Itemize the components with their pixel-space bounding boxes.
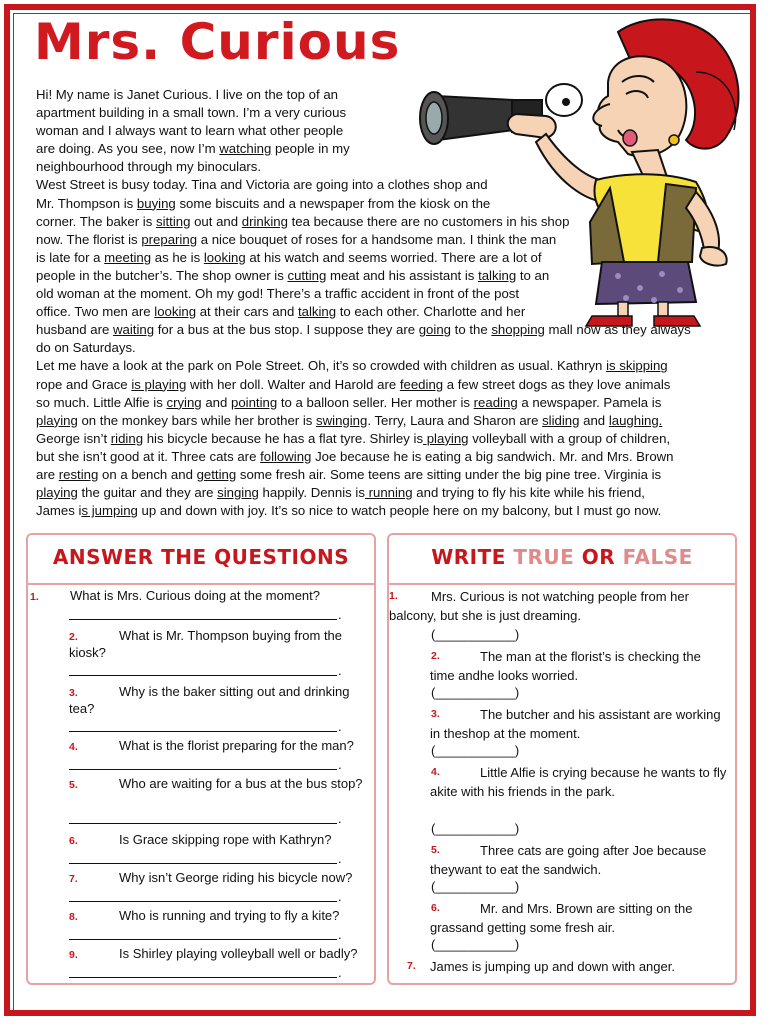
passage-line [36,231,736,249]
underlined-verb: looking [154,304,197,320]
passage-text: George isn’t [36,430,111,446]
passage-text: some biscuits and a newspaper from the kiosk on the [175,195,491,211]
passage-text: to an [516,267,550,283]
underlined-verb: getting [196,466,237,482]
true-false-blank[interactable]: (___________) [431,879,520,894]
underlined-verb: shopping [491,322,545,338]
underlined-verb: reading [473,394,518,410]
underlined-verb: playing [36,412,78,428]
underlined-verb: drinking [241,213,288,229]
passage-text: corner. The baker is [36,213,156,229]
answer-line[interactable] [69,863,337,864]
passage-line [36,122,736,140]
question-number: 3. [69,687,78,699]
passage-text: the guitar and they are [77,485,218,501]
passage-text: Joe because he is eating a big sandwich. Mr. and Mrs. Brown [311,448,674,464]
answer-line[interactable] [69,977,337,978]
passage-line [36,104,736,122]
passage-line [36,249,736,267]
question-number: 4. [69,741,78,753]
passage-text: office. Two men are [36,304,155,320]
underlined-verb: running [364,485,413,501]
statement-number: 7. [407,960,416,972]
statement-text: Three cats are going after Joe because theywant to eat the sandwich. [430,843,707,877]
passage-text: Mr. Thompson is [36,195,137,211]
true-false-blank[interactable]: (___________) [431,743,520,758]
answer-questions-header [28,535,374,585]
statement-text: Mr. and Mrs. Brown are sitting on the grassand getting some fresh air. [430,901,693,935]
passage-text: as he is [151,249,204,265]
statement-text: Mrs. Curious is not watching people from her balcony, but she is just dreaming. [389,589,689,623]
passage-text: volleyball with a group of children, [468,430,671,446]
passage-line [36,285,736,303]
underlined-verb: talking [478,267,517,283]
question-text: Is Grace skipping rope with Kathryn? [119,832,332,847]
answer-line[interactable] [69,769,337,770]
underlined-verb: sitting [155,213,191,229]
passage-text: to each other. Charlotte and her [336,304,526,320]
question-number: 8. [69,911,78,923]
passage-text: . Terry, Laura and Sharon are [367,412,543,428]
passage-text: on the monkey bars while her brother is [77,412,317,428]
underlined-verb: cutting [287,267,327,283]
answer-line-end: . [338,663,342,678]
passage-line [36,158,736,176]
statement-number: 5. [431,844,440,856]
passage-text: for a bus at the bus stop. I suppose they are [154,322,419,338]
underlined-verb: laughing. [608,412,663,428]
passage-line [36,448,736,466]
passage-line [36,394,736,412]
question-text: Why is the baker sitting out and drinking tea? [69,684,350,716]
underlined-verb: crying [166,394,202,410]
statement-text: Little Alfie is crying because he wants to fly akite with his friends in the park. [430,765,727,799]
underlined-verb: riding [110,430,144,446]
passage-text: but she isn’t good at it. Three cats are [36,448,261,464]
passage-text: people in my [271,141,350,157]
answer-line-end: . [338,607,342,622]
underlined-verb: meeting [104,249,152,265]
statement-number: 6. [431,902,440,914]
passage-line [36,140,736,158]
statement-text: The butcher and his assistant are working in theshop at the moment. [430,707,721,741]
underlined-verb: going [418,322,451,338]
reading-passage [36,86,736,520]
worksheet-title: Mrs. Curious [34,13,401,71]
underlined-verb: singing [217,485,259,501]
tf-title-false: FALSE [622,545,693,569]
true-false-header [389,535,735,585]
passage-line [36,339,736,357]
answer-line-end: . [338,757,342,772]
underlined-verb: swinging [316,412,368,428]
answer-line[interactable] [69,731,337,732]
question-text: Who are waiting for a bus at the bus stop? [119,776,363,791]
answer-line-end: . [338,889,342,904]
passage-text: James i [36,503,82,519]
passage-text: and trying to fly his kite while his friend, [412,485,645,501]
underlined-verb: looking [203,249,246,265]
passage-text: old woman at the moment. Oh my god! There’s a traffic accident in front of the post [36,286,520,302]
underlined-verb: is skipping [606,358,668,374]
true-false-blank[interactable]: (___________) [431,821,520,836]
passage-line [36,412,736,430]
passage-text: and [201,394,231,410]
answer-line[interactable] [69,675,337,676]
true-false-blank[interactable]: (___________) [431,685,520,700]
passage-text: on a bench and [98,466,197,482]
underlined-verb: s jumping [81,503,138,519]
passage-text: are [36,466,59,482]
passage-text: West Street is busy today. Tina and Victoria are going into a clothes shop and [36,177,488,193]
passage-text: a nice bouquet of roses for a handsome man. I think the man [197,231,557,247]
question-text: Is Shirley playing volleyball well or badly? [119,946,358,961]
underlined-verb: playing [423,430,469,446]
statement-number: 1. [389,590,398,602]
passage-line [36,267,736,285]
passage-line [36,466,736,484]
statement-text: The man at the florist’s is checking the time andhe looks worried. [430,649,701,683]
passage-text: his bicycle because he has a flat tyre. Shirley is [143,430,424,446]
passage-text: to the [451,322,492,338]
underlined-verb: talking [297,304,337,320]
passage-line [36,195,736,213]
underlined-verb: preparing [141,231,198,247]
question-number: 2. [69,631,78,643]
underlined-verb: following [260,448,312,464]
passage-text: mall now as they always [544,322,691,338]
statement-text: James is jumping up and down with anger. [430,959,675,974]
passage-text: happily. Dennis is [258,485,365,501]
passage-text: do on Saturdays. [36,340,136,356]
tf-title-true: TRUE [513,545,575,569]
true-false-panel [387,533,737,985]
passage-text: Let me have a look at the park on Pole Street. Oh, it’s so crowded with children as usual. Kathryn [36,358,607,374]
passage-text: some fresh air. Some teens are sitting under the big pine tree. Virginia is [236,466,662,482]
passage-text: a few street dogs as they love animals [443,376,671,392]
underlined-verb: sliding [542,412,580,428]
passage-text: so much. Little Alfie is [36,394,167,410]
passage-line [36,303,736,321]
passage-text: is late for a [36,249,105,265]
passage-text: at their cars and [196,304,298,320]
tf-title-or: OR [574,545,623,569]
passage-text: people in the butcher’s. The shop owner is [36,267,288,283]
passage-text: now. The florist is [36,231,142,247]
passage-line [36,321,736,339]
passage-text: tea because there are no customers in his shop [287,213,570,229]
underlined-verb: waiting [113,322,155,338]
underlined-verb: pointing [231,394,278,410]
passage-text: woman and I always want to learn what other people [36,123,344,139]
answer-line-end: . [338,811,342,826]
question-text: Why isn’t George riding his bicycle now? [119,870,353,885]
answer-line-end: . [338,927,342,942]
question-text: What is Mrs. Curious doing at the moment? [70,588,320,603]
underlined-verb: resting [58,466,99,482]
statement-number: 2. [431,650,440,662]
passage-text: meat and his assistant is [326,267,479,283]
passage-text: up and down with joy. It’s so nice to watch people here on my balcony, but I must go now. [137,503,662,519]
answer-line-end: . [338,851,342,866]
underlined-verb: feeding [399,376,444,392]
underlined-verb: playing [36,485,78,501]
true-false-blank[interactable]: (___________) [431,627,520,642]
question-number: 6. [69,835,78,847]
true-false-title [389,545,735,569]
passage-line [36,357,736,375]
passage-text: and [579,412,609,428]
underlined-verb: watching [219,141,272,157]
question-number: 9. [69,949,78,961]
question-number: 1. [30,591,39,603]
passage-line [36,213,736,231]
statement-number: 4. [431,766,440,778]
passage-line [36,430,736,448]
answer-line[interactable] [69,939,337,940]
question-text: What is Mr. Thompson buying from the kiosk? [69,628,343,660]
passage-line [36,86,736,104]
answer-questions-title: ANSWER THE QUESTIONS [52,545,350,569]
passage-line [36,376,736,394]
passage-text: husband are [36,322,113,338]
question-text: What is the florist preparing for the man? [119,738,354,753]
answer-questions-panel [26,533,376,985]
answer-line-end: . [338,719,342,734]
passage-text: with her doll. Walter and Harold are [186,376,400,392]
passage-text: neighbourhood through my binoculars. [36,159,262,175]
true-false-blank[interactable]: (___________) [431,937,520,952]
passage-text: rope and Grace [36,376,132,392]
passage-text: at his watch and seems worried. There are a lot of [245,249,542,265]
underlined-verb: is playing [131,376,187,392]
question-text: Who is running and trying to fly a kite? [119,908,340,923]
underlined-verb: buying [136,195,176,211]
answer-line[interactable] [69,901,337,902]
question-number: 7. [69,873,78,885]
answer-line[interactable] [69,823,337,824]
passage-text: a newspaper. Pamela is [517,394,662,410]
passage-text: out and [190,213,242,229]
passage-text: apartment building in a small town. I’m a very curious [36,105,347,121]
answer-line-end: . [338,965,342,980]
passage-line [36,484,736,502]
statement-number: 3. [431,708,440,720]
passage-line [36,502,736,520]
answer-line[interactable] [69,619,337,620]
passage-line [36,176,736,194]
question-number: 5. [69,779,78,791]
passage-text: are doing. As you see, now I’m [36,141,220,157]
tf-title-write: WRITE [431,545,514,569]
passage-text: to a balloon seller. Her mother is [277,394,474,410]
passage-text: Hi! My name is Janet Curious. I live on the top of an [36,87,338,102]
